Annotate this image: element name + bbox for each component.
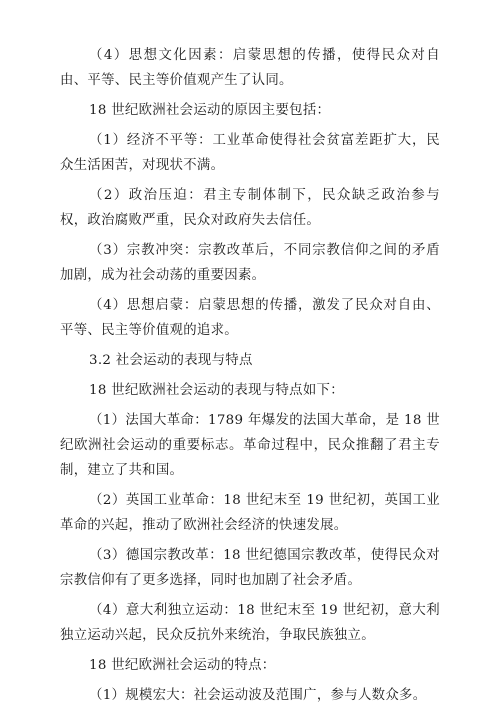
paragraph-german-reformation: （3）德国宗教改革：18 世纪德国宗教改革，使得民众对宗教信仰有了更多选择，同时也加剧了社会矛盾。	[60, 548, 440, 588]
paragraph-features-intro: 18 世纪欧洲社会运动的表现与特点如下：	[89, 383, 344, 398]
paragraph-enlightenment: （4）思想启蒙：启蒙思想的传播，激发了民众对自由、平等、民主等价值观的追求。	[60, 298, 440, 338]
paragraph-characteristics-intro: 18 世纪欧洲社会运动的特点：	[89, 658, 276, 673]
paragraph-causes-intro: 18 世纪欧洲社会运动的原因主要包括：	[89, 103, 331, 118]
paragraph-religious-conflict: （3）宗教冲突：宗教改革后，不同宗教信仰之间的矛盾加剧，成为社会动荡的重要因素。	[60, 243, 440, 283]
paragraph-industrial-revolution: （2）英国工业革命：18 世纪末至 19 世纪初，英国工业革命的兴起，推动了欧洲社会经济的快速发展。	[60, 493, 440, 533]
paragraph-italian-independence: （4）意大利独立运动：18 世纪末至 19 世纪初，意大利独立运动兴起，民众反抗外来统治，争取民族独立。	[60, 603, 440, 643]
paragraph-cultural-factor: （4）思想文化因素：启蒙思想的传播，使得民众对自由、平等、民主等价值观产生了认同。	[60, 48, 440, 88]
paragraph-french-revolution: （1）法国大革命：1789 年爆发的法国大革命，是 18 世纪欧洲社会运动的重要标志。革命过程中，民众推翻了君主专制，建立了共和国。	[60, 413, 440, 478]
paragraph-large-scale: （1）规模宏大：社会运动波及范围广，参与人数众多。	[89, 688, 427, 703]
section-heading: 3.2 社会运动的表现与特点	[89, 353, 253, 368]
paragraph-economic-inequality: （1）经济不平等：工业革命使得社会贫富差距扩大，民众生活困苦，对现状不满。	[60, 133, 440, 173]
paragraph-political-oppression: （2）政治压迫：君主专制体制下，民众缺乏政治参与权，政治腐败严重，民众对政府失去信任。	[60, 188, 440, 228]
